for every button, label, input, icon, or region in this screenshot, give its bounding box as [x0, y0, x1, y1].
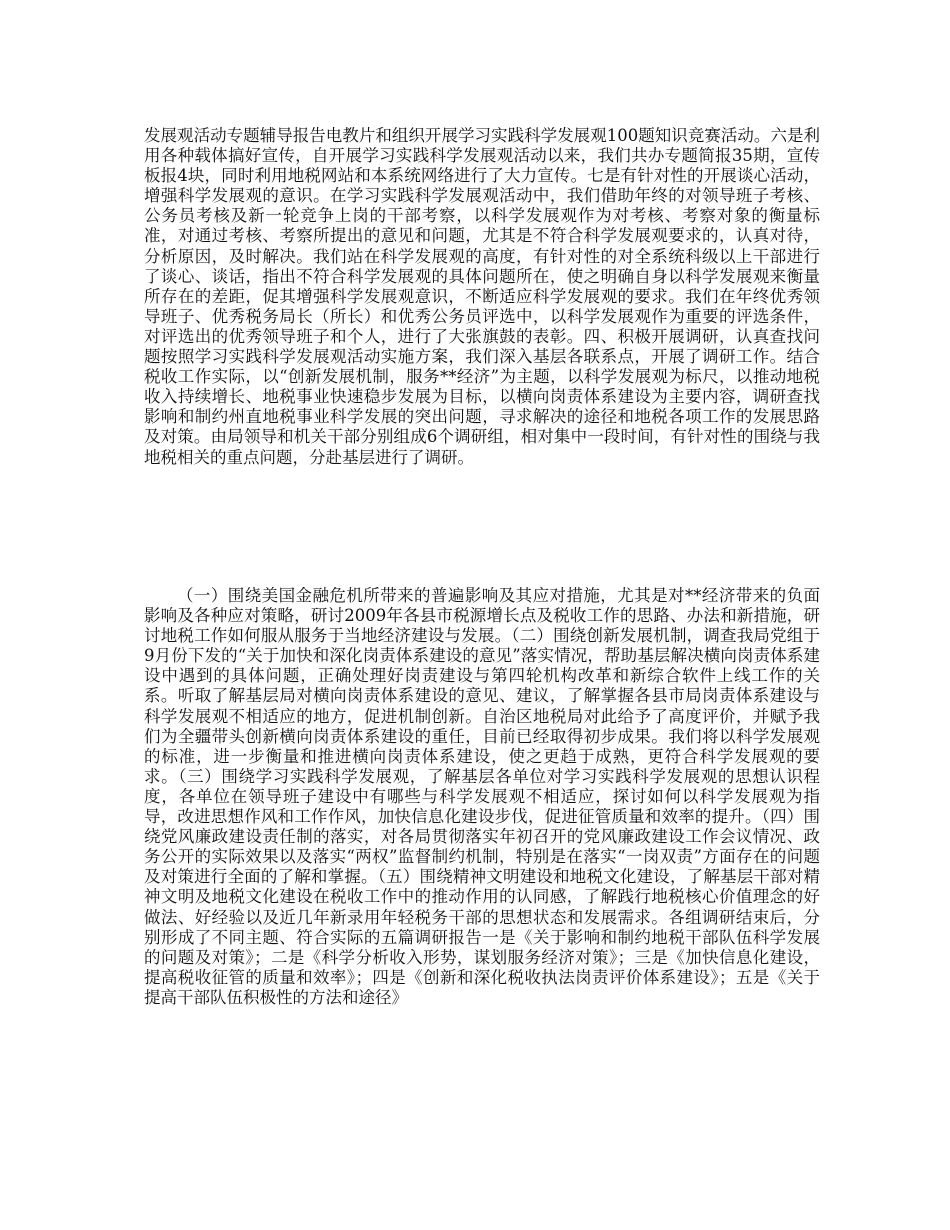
body-paragraph-2: （一）围绕美国金融危机所带来的普遍影响及其应对措施，尤其是对**经济带来的负面影响及各种应对策略，研讨2009年各县市税源增长点及税收工作的思路、办法和新措施，研讨地税工作如何服从服务于当地经济建设与发展。（二）围绕创新发展机制，调查我局党组于9月份下发的“关于加快和深化岗责体系建设的意见”落实情况，帮助基层解决横向岗责体系建设中遇到的具体问题，正确处理好岗责建设与第四轮机构改革和新综合软件上线工作的关系。听取了解基层局对横向岗责体系建设的意见、建议，了解掌握各县市局岗责体系建设与科学发展观不相适应的地方，促进机制创新。自治区地税局对此给予了高度评价，并赋予我们为全疆带头创新横向岗责体系建设的重任，目前已经取得初步成果。我们将以科学发展观的标准，进一步衡量和推进横向岗责体系建设，使之更趋于成熟，更符合科学发展观的要求。（三）围绕学习实践科学发展观，了解基层各单位对学习实践科学发展观的思想认识程度，各单位在领导班子建设中有哪些与科学发展观不相适应，探讨如何以科学发展观为指导，改进思想作风和工作作风，加快信息化建设步伐，促进征管质量和效率的提升。（四）围绕党风廉政建设责任制的落实，对各局贯彻落实年初召开的党风廉政建设工作会议情况、政务公开的实际效果以及落实“两权”监督制约机制，特别是在落实“一岗双责”方面存在的问题及对策进行全面的了解和掌握。（五）围绕精神文明建设和地税文化建设，了解基层干部对精神文明及地税文化建设在税收工作中的推动作用的认同感，了解践行地税核心价值理念的好做法、好经验以及近几年新录用年轻税务干部的思想状态和发展需求。各组调研结束后，分别形成了不同主题、符合实际的五篇调研报告一是《关于影响和制约地税干部队伍科学发展的问题及对策》；二是《科学分析收入形势，谋划服务经济对策》；三是《加快信息化建设，提高税收征管的质量和效率》；四是《创新和深化税收执法岗责评价体系建设》；五是《关于提高干部队伍积极性的方法和途径》 — [144, 586, 820, 1007]
body-paragraph-1: 发展观活动专题辅导报告电教片和组织开展学习实践科学发展观100题知识竞赛活动。六是利用各种载体搞好宣传，自开展学习实践科学发展观活动以来，我们共办专题简报35期，宣传板报4块，同时利用地税网站和本系统网络进行了大力宣传。七是有针对性的开展谈心活动，增强科学发展观的意识。在学习实践科学发展观活动中，我们借助年终的对领导班子考核、公务员考核及新一轮竞争上岗的干部考察，以科学发展观作为对考核、考察对象的衡量标准，对通过考核、考察所提出的意见和问题，尤其是不符合科学发展观要求的，认真对待，分析原因，及时解决。我们站在科学发展观的高度，有针对性的对全系统科级以上干部进行了谈心、谈话，指出不符合科学发展观的具体问题所在，使之明确自身以科学发展观来衡量所存在的差距，促其增强科学发展观意识，不断适应科学发展观的要求。我们在年终优秀领导班子、优秀税务局长（所长）和优秀公务员评选中，以科学发展观作为重要的评选条件，对评选出的优秀领导班子和个人，进行了大张旗鼓的表彰。四、积极开展调研，认真查找问题按照学习实践科学发展观活动实施方案，我们深入基层各联系点，开展了调研工作。结合税收工作实际，以“创新发展机制，服务**经济”为主题，以科学发展观为标尺，以推动地税收入持续增长、地税事业快速稳步发展为目标，以横向岗责体系建设为主要内容，调研查找影响和制约州直地税事业科学发展的突出问题，寻求解决的途径和地税各项工作的发展思路及对策。由局领导和机关干部分别组成6个调研组，相对集中一段时间，有针对性的围绕与我地税相关的重点问题，分赴基层进行了调研。 — [144, 126, 820, 467]
